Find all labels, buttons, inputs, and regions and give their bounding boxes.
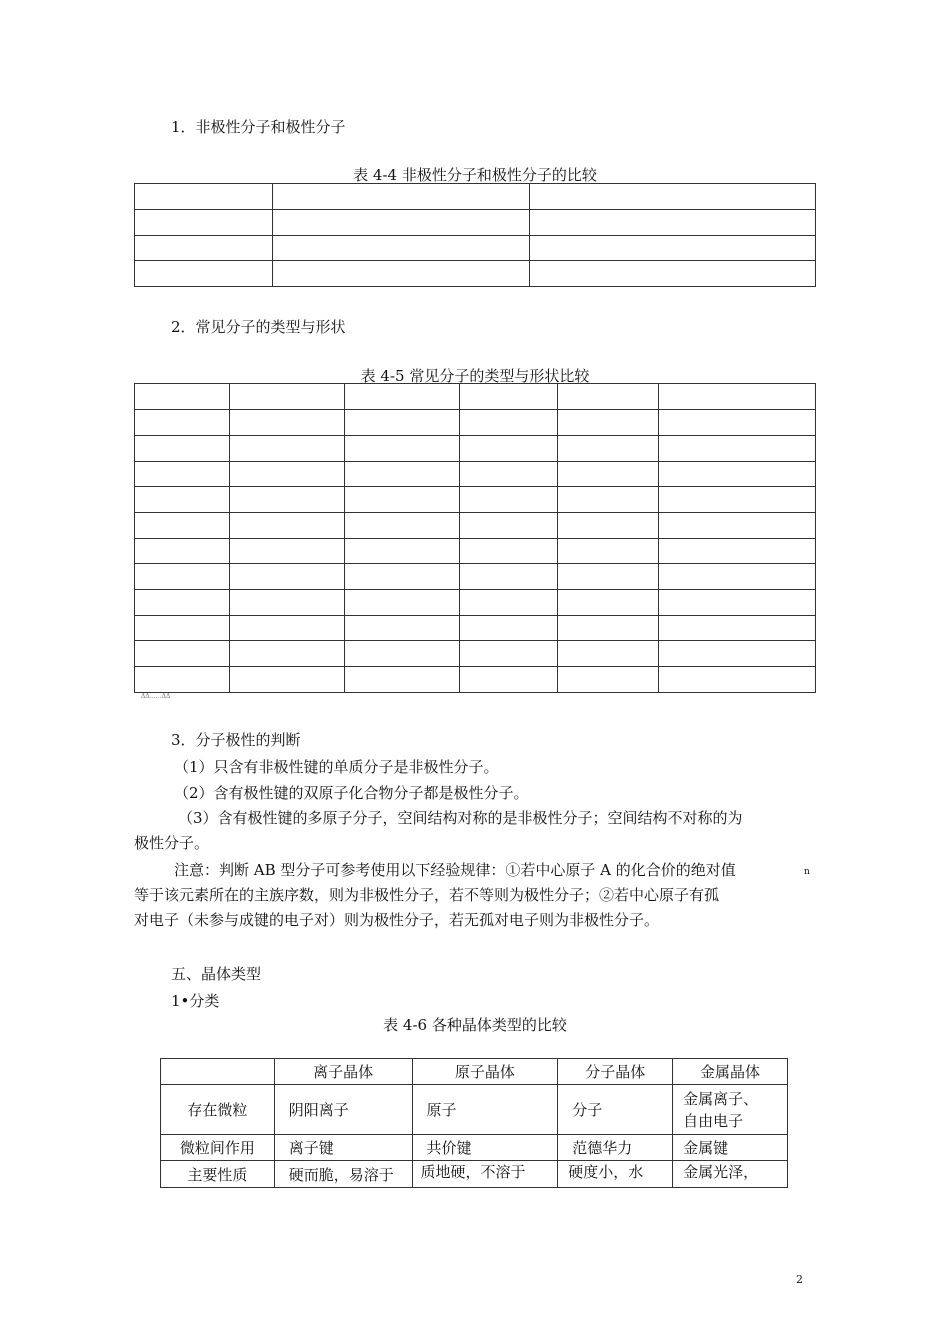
table-cell <box>274 1161 412 1188</box>
table-4-6 <box>160 1058 788 1188</box>
note-line2: 等于该元素所在的主族序数，则为非极性分子，若不等则为极性分子；②若中心原子有孤 <box>134 886 720 904</box>
row-label-particles: 存在微粒 <box>161 1085 275 1135</box>
rule-3-line2: 极性分子。 <box>134 834 210 852</box>
footnote-mark: ΔΔ……ΔΔ <box>141 693 171 700</box>
cell-text: 硬而脆，易溶于 <box>288 1166 394 1184</box>
table-4-4-caption: 表 4-4 非极性分子和极性分子的比较 <box>353 166 597 184</box>
table-cell <box>135 210 273 236</box>
rule-1: （1）只含有非极性键的单质分子是非极性分子。 <box>174 758 499 776</box>
cell-text: 主要性质 <box>187 1166 248 1184</box>
table-4-6-caption: 表 4-6 各种晶体类型的比较 <box>383 1016 567 1034</box>
header-cell-empty <box>161 1059 275 1085</box>
cell-text: 金属光泽， <box>683 1163 759 1181</box>
table-4-5 <box>134 383 816 693</box>
section5-subheading: 1•分类 <box>171 992 220 1010</box>
table-cell <box>272 210 530 236</box>
rule-3-line1: （3）含有极性键的多原子分子，空间结构对称的是非极性分子；空间结构不对称的为 <box>178 809 743 827</box>
table-cell <box>135 184 273 210</box>
table-cell <box>530 261 816 287</box>
table-cell <box>272 184 530 210</box>
table-cell: 范德华力 <box>558 1135 673 1161</box>
table-cell <box>530 210 816 236</box>
table-cell <box>412 1161 558 1188</box>
section2-heading: 2．常见分子的类型与形状 <box>171 318 346 336</box>
header-ionic-crystal: 离子晶体 <box>274 1059 412 1085</box>
cell-text: 质地硬，不溶于 <box>420 1163 526 1181</box>
table-cell: 分子 <box>558 1085 673 1135</box>
table-cell <box>558 1161 673 1188</box>
row-label-properties <box>161 1161 275 1188</box>
note-line3: 对电子（未参与成键的电子对）则为极性分子，若无孤对电子则为非极性分子。 <box>134 911 660 929</box>
table-cell <box>530 184 816 210</box>
table-cell <box>673 1161 788 1188</box>
header-atomic-crystal: 原子晶体 <box>412 1059 558 1085</box>
rule-2: （2）含有极性键的双原子化合物分子都是极性分子。 <box>174 784 529 802</box>
section5-heading: 五、晶体类型 <box>171 965 262 983</box>
table-cell: 离子键 <box>274 1135 412 1161</box>
table-cell <box>673 1085 788 1135</box>
table-cell <box>530 236 816 261</box>
table-cell: 共价键 <box>412 1135 558 1161</box>
cell-text: 硬度小，水 <box>568 1163 644 1181</box>
header-metallic-crystal: 金属晶体 <box>673 1059 788 1085</box>
row-label-interaction: 微粒间作用 <box>161 1135 275 1161</box>
note-subscript: n <box>804 867 810 877</box>
table-cell <box>272 236 530 261</box>
cell-line: 金属离子、 <box>683 1089 759 1108</box>
table-cell: 金属键 <box>673 1135 788 1161</box>
table-cell <box>135 236 273 261</box>
table-4-5-caption: 表 4-5 常见分子的类型与形状比较 <box>360 367 590 385</box>
table-4-4 <box>134 183 816 287</box>
section1-heading: 1．非极性分子和极性分子 <box>171 118 346 136</box>
table-cell <box>272 261 530 287</box>
header-molecular-crystal: 分子晶体 <box>558 1059 673 1085</box>
table-cell: 原子 <box>412 1085 558 1135</box>
table-cell <box>135 261 273 287</box>
page-number: 2 <box>796 1273 803 1286</box>
note-line1: 注意：判断 AB 型分子可参考使用以下经验规律：①若中心原子 A 的化合价的绝对值 <box>174 861 736 879</box>
cell-line: 自由电子 <box>683 1111 744 1130</box>
table-cell: 阴阳离子 <box>274 1085 412 1135</box>
section3-heading: 3．分子极性的判断 <box>171 731 301 749</box>
